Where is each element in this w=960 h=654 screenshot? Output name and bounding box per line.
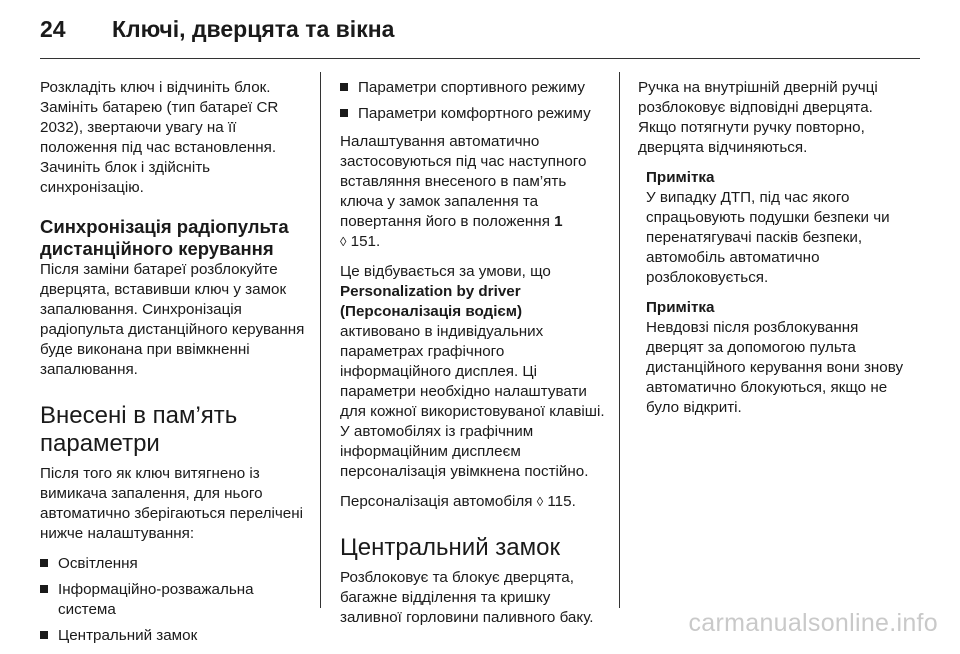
column-right xyxy=(638,78,914,428)
paragraph: Ручка на внутрішній дверній ручці розблоковує відповідні дверцята. Якщо потягнути ручку повторно, дверцята відчиняються. xyxy=(638,79,878,156)
section-heading-central-lock: Центральний замок xyxy=(340,534,560,561)
column-divider xyxy=(619,72,620,608)
paragraph: Після заміни батареї розблокуйте дверцята, вставивши ключ у замок запалювання. Синхронізація радіопульта дистанційного керування буде виконана при ввімкненні запалювання. xyxy=(40,261,305,378)
note-text: У випадку ДТП, під час якого спрацьовують подушки безпеки чи перенатягувачі пасків безпеки, автомобіль автоматично розблоковується. xyxy=(646,189,890,286)
note-title: Примітка xyxy=(646,169,715,186)
page-reference: 115. xyxy=(543,493,576,510)
note-text: Невдовзі після розблокування дверцят за допомогою пульта дистанційного керування вони знову автоматично блокуються, якщо не було відкриті. xyxy=(646,319,904,416)
list-item: Освітлення xyxy=(40,554,306,574)
section-heading-sync: Синхронізація радіопульта дистанційного керування xyxy=(40,216,289,259)
bullet-icon xyxy=(40,631,48,639)
note-title: Примітка xyxy=(646,299,715,316)
list-item: Центральний замок xyxy=(40,626,306,646)
running-title: Ключі, дверцята та вікна xyxy=(112,16,395,42)
paragraph: Персоналізація автомобіля ◊ 115. xyxy=(340,493,576,510)
bullet-icon xyxy=(340,83,348,91)
page-reference-icon: ◊ xyxy=(340,234,347,249)
column-divider xyxy=(320,72,321,608)
page-header xyxy=(40,14,920,52)
paragraph: Після того як ключ витягнено із вимикача запалення, для нього автоматично зберігаються перелічені нижче налаштування: xyxy=(40,465,303,542)
menu-setting-name: Personalization by driver (Персоналізація водієм) xyxy=(340,283,523,320)
list-item: Інформаційно-розважальна система xyxy=(40,580,306,620)
paragraph: Налаштування автоматично застосовуються під час наступного вставляння внесеного в пам’ять ключа у замок запалення та повертання його в положення 1 ◊ 151. xyxy=(340,133,587,250)
bullet-icon xyxy=(40,559,48,567)
column-left xyxy=(40,78,306,654)
paragraph: Розкладіть ключ і відчиніть блок. Замініть батарею (тип батареї CR 2032), звертаючи увагу на її положення під час встановлення. Зачиніть блок і здійсніть синхронізацію. xyxy=(40,79,279,196)
header-rule xyxy=(40,58,920,59)
paragraph: Це відбувається за умови, що Personalization by driver (Персоналізація водієм) активовано в індивідуальних параметрах графічного інформаційного дисплея. Ці параметри необхідно налаштувати для кожної використовуваної клавіші. У автомобілях із графічним інформаційним дисплеєм персоналізація увімкнена постійно. xyxy=(340,263,605,480)
bullet-list xyxy=(40,554,306,646)
bullet-list xyxy=(340,78,606,124)
list-item: Параметри комфортного режиму xyxy=(340,104,606,124)
watermark: carmanualsonline.info xyxy=(688,609,938,637)
column-middle xyxy=(340,78,606,638)
note-block xyxy=(646,298,914,418)
section-heading-saved-settings: Внесені в пам’ять параметри xyxy=(40,402,238,457)
page-reference: 151. xyxy=(346,233,381,250)
bullet-icon xyxy=(340,109,348,117)
list-item: Параметри спортивного режиму xyxy=(340,78,606,98)
paragraph: Розблоковує та блокує дверцята, багажне відділення та кришку заливної горловини паливного баку. xyxy=(340,569,594,626)
page-number: 24 xyxy=(40,16,66,42)
page-reference-icon: ◊ xyxy=(536,494,544,509)
note-block xyxy=(646,168,914,288)
bullet-icon xyxy=(40,585,48,593)
